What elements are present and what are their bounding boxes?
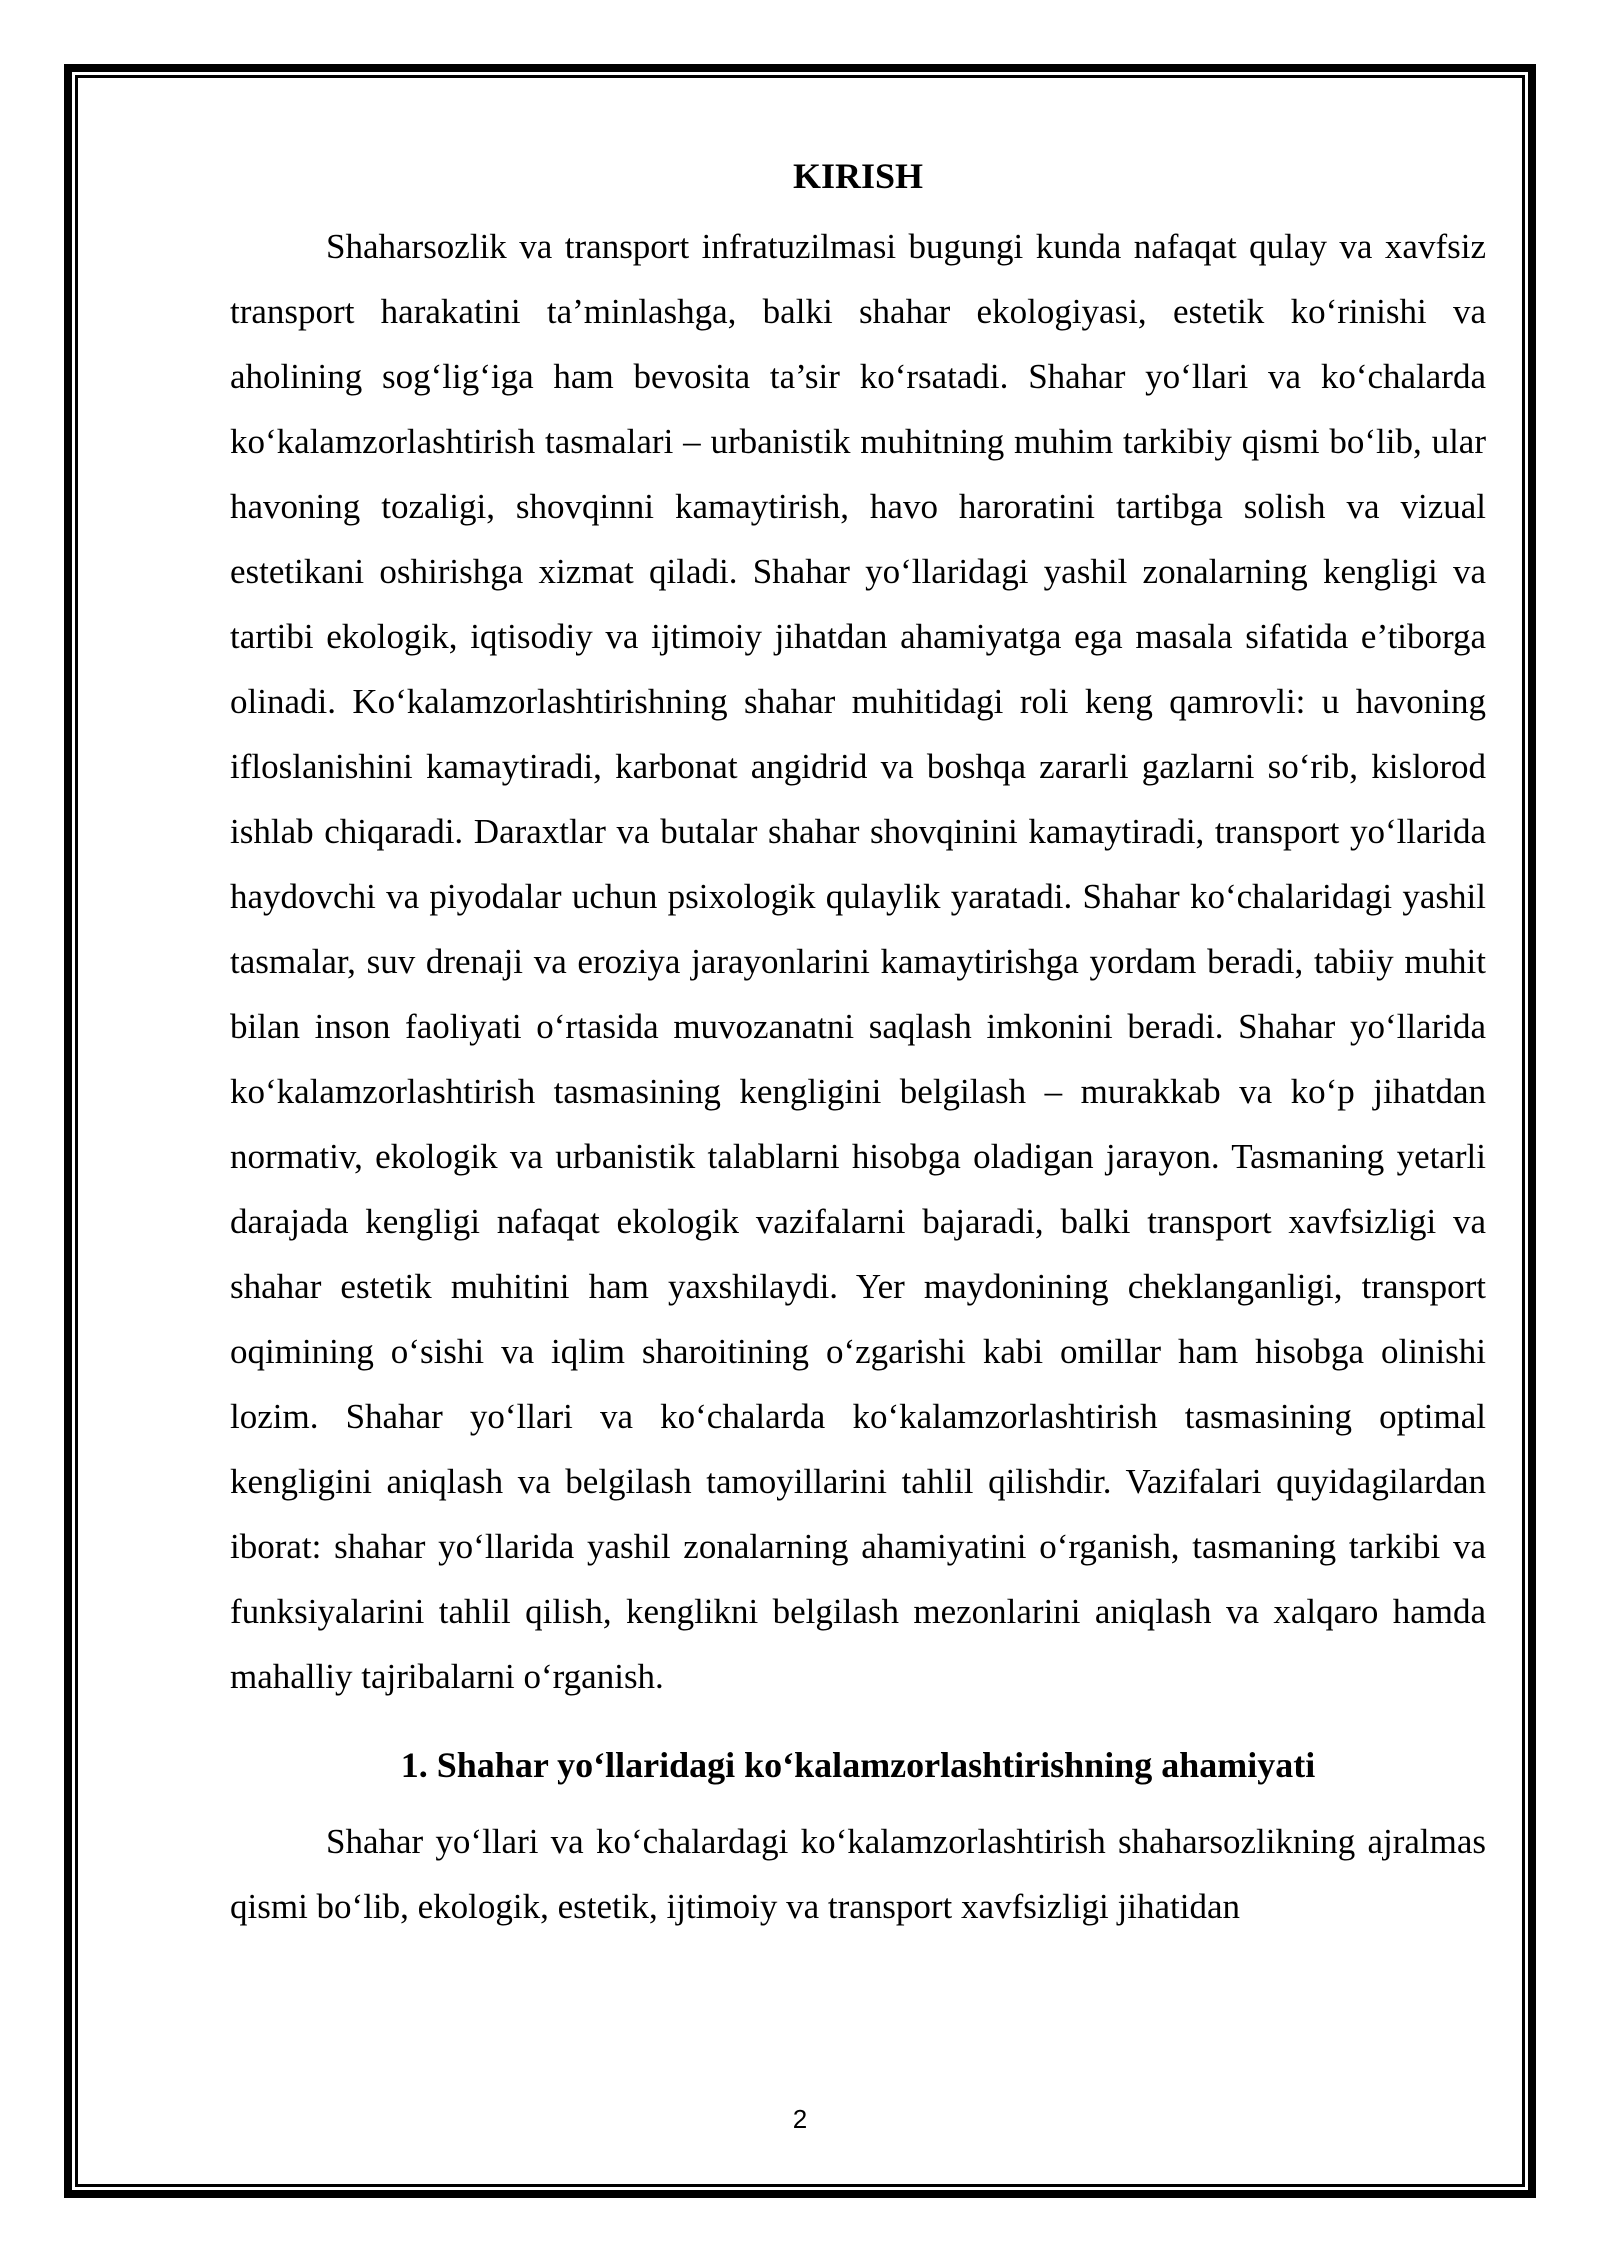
section-1-heading: 1. Shahar yo‘llaridagi ko‘kalamzorlashtirishning ahamiyati <box>400 1745 1316 1785</box>
intro-paragraph: Shaharsozlik va transport infratuzilmasi bugungi kunda nafaqat qulay va xavfsiz transport harakatini ta’minlashga, balki shahar ekologiyasi, estetik ko‘rinishi va aholining sog‘lig‘iga ham bevosita ta’sir ko‘rsatadi. Shahar yo‘llari va ko‘chalarda ko‘kalamzorlashtirish tasmalari – urbanistik muhitning muhim tarkibiy qismi bo‘lib, ular havoning tozaligi, shovqinni kamaytirish, havo haroratini tartibga solish va vizual estetikani oshirishga xizmat qiladi. Shahar yo‘llaridagi yashil zonalarning kengligi va tartibi ekologik, iqtisodiy va ijtimoiy jihatdan ahamiyatga ega masala sifatida e’tiborga olinadi. Ko‘kalamzorlashtirishning shahar muhitidagi roli keng qamrovli: u havoning ifloslanishini kamaytiradi, karbonat angidrid va boshqa zararli gazlarni so‘rib, kislorod ishlab chiqaradi. Daraxtlar va butalar shahar shovqinini kamaytiradi, transport yo‘llarida haydovchi va piyodalar uchun psixologik qulaylik yaratadi. Shahar ko‘chalaridagi yashil tasmalar, suv drenaji va eroziya jarayonlarini kamaytirishga yordam beradi, tabiiy muhit bilan inson faoliyati o‘rtasida muvozanatni saqlash imkonini beradi. Shahar yo‘llarida ko‘kalamzorlashtirish tasmasining kengligini belgilash – murakkab va ko‘p jihatdan normativ, ekologik va urbanistik talablarni hisobga oladigan jarayon. Tasmaning yetarli darajada kengligi nafaqat ekologik vazifalarni bajaradi, balki transport xavfsizligi va shahar estetik muhitini ham yaxshilaydi. Yer maydonining cheklanganligi, transport oqimining o‘sishi va iqlim sharoitining o‘zgarishi kabi omillar ham hisobga olinishi lozim. Shahar yo‘llari va ko‘chalarda ko‘kalamzorlashtirish tasmasining optimal kengligini aniqlash va belgilash tamoyillarini tahlil qilishdir. Vazifalari quyidagilardan iborat: shahar yo‘llarida yashil zonalarning ahamiyatini o‘rganish, tasmaning tarkibi va funksiyalarini tahlil qilish, kenglikni belgilash mezonlarini aniqlash va xalqaro hamda mahalliy tajribalarni o‘rganish. <box>230 227 1486 1696</box>
section-1-paragraph: Shahar yo‘llari va ko‘chalardagi ko‘kalamzorlashtirish shaharsozlikning ajralmas qismi bo‘lib, ekologik, estetik, ijtimoiy va transport xavfsizligi jihatidan <box>230 1822 1486 1926</box>
page-number: 2 <box>792 2104 808 2134</box>
document-body <box>230 150 1486 1939</box>
intro-heading: KIRISH <box>792 156 924 196</box>
